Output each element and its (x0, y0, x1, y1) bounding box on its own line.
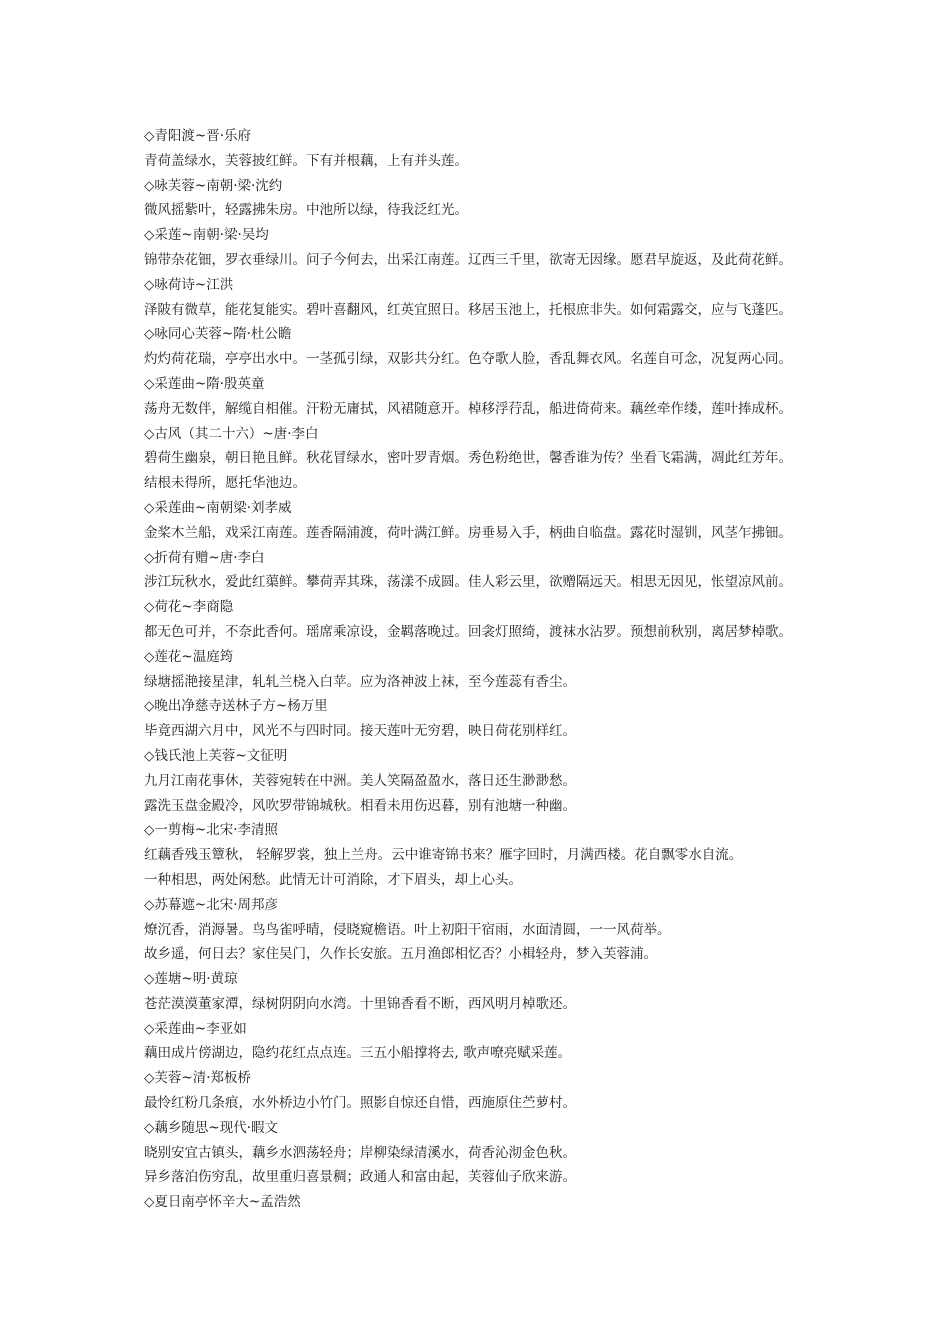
poem-heading: ◇苏幕遮~北宋·周邦彦 (144, 896, 278, 913)
poem-heading: ◇钱氏池上芙蓉~文征明 (144, 747, 288, 764)
poem-heading: ◇莲塘~明·黄琼 (144, 971, 238, 988)
poem-text: 灼灼荷花瑞，亭亭出水中。一茎孤引绿，双影共分红。色夺歌人脸，香乱舞衣风。名莲自可念，况复两心同。 (144, 351, 792, 368)
poem-text: 毕竟西湖六月中，风光不与四时同。接天莲叶无穷碧，映日荷花别样红。 (144, 723, 576, 740)
poem-text: 异乡落泊伤穷乱，故里重归喜景稠；政通人和富由起，芙蓉仙子欣来游。 (144, 1169, 576, 1186)
poem-heading: ◇芙蓉~清·郑板桥 (144, 1070, 251, 1087)
poem-heading: ◇荷花~李商隐 (144, 599, 234, 616)
poem-heading: ◇一剪梅~北宋·李清照 (144, 822, 278, 839)
poem-text: 藕田成片傍湖边，隐约花红点点连。三五小船撑将去, 歌声嘹亮赋采莲。 (144, 1045, 572, 1062)
poem-heading: ◇采莲~南朝·梁·吴均 (144, 227, 269, 244)
poem-heading: ◇藕乡随思~现代·暇文 (144, 1119, 278, 1136)
poem-heading: ◇咏芙蓉~南朝·梁·沈约 (144, 177, 283, 194)
poem-text: 锦带杂花钿，罗衣垂绿川。问子今何去，出采江南莲。辽西三千里，欲寄无因缘。愿君早旋返，及此荷花鲜。 (144, 251, 792, 268)
poem-text: 露洗玉盘金殿冷，风吹罗带锦城秋。相看未用伤迟暮，别有池塘一种幽。 (144, 797, 576, 814)
poem-text: 碧荷生幽泉，朝日艳且鲜。秋花冒绿水，密叶罗青烟。秀色粉绝世，馨香谁为传？坐看飞霜满，凋此红芳年。 (144, 450, 792, 467)
poem-text: 泽陂有微草，能花复能实。碧叶喜翻风，红英宜照日。移居玉池上，托根庶非失。如何霜露交，应与飞蓬匹。 (144, 301, 792, 318)
poem-heading: ◇古风（其二十六）~唐·李白 (144, 425, 319, 442)
poem-text: 最怜红粉几条痕，水外桥边小竹门。照影自惊还自惜，西施原住苎萝村。 (144, 1095, 576, 1112)
poem-text: 涉江玩秋水，爱此红蕖鲜。攀荷弄其珠，荡漾不成圆。佳人彩云里，欲赠隔远天。相思无因见，怅望凉风前。 (144, 574, 792, 591)
poem-collection (144, 124, 824, 1215)
poem-heading: ◇莲花~温庭筠 (144, 648, 234, 665)
poem-text: 微风摇紫叶，轻露拂朱房。中池所以绿，待我泛红光。 (144, 202, 468, 219)
poem-text: 金桨木兰船，戏采江南莲。莲香隔浦渡，荷叶满江鲜。房垂易入手，柄曲自临盘。露花时湿钏，风茎乍拂钿。 (144, 524, 792, 541)
poem-heading: ◇晚出净慈寺送林子方~杨万里 (144, 698, 328, 715)
poem-text: 故乡遥，何日去？家住吴门，久作长安旅。五月渔郎相忆否？小楫轻舟，梦入芙蓉浦。 (144, 946, 657, 963)
poem-heading: ◇采莲曲~隋·殷英童 (144, 375, 265, 392)
poem-heading: ◇咏同心芙蓉~隋·杜公瞻 (144, 326, 292, 343)
poem-text: 结根未得所，愿托华池边。 (144, 475, 306, 492)
poem-text: 都无色可并，不奈此香何。瑶席乘凉设，金羁落晚过。回衾灯照绮，渡袜水沾罗。预想前秋别，离居梦棹歌。 (144, 623, 792, 640)
poem-text: 九月江南花事休，芙蓉宛转在中洲。美人笑隔盈盈水，落日还生渺渺愁。 (144, 772, 576, 789)
poem-text: 绿塘摇滟接星津，轧轧兰桡入白苹。应为洛神波上袜，至今莲蕊有香尘。 (144, 673, 576, 690)
poem-heading: ◇采莲曲~南朝梁·刘孝威 (144, 499, 292, 516)
poem-heading: ◇青阳渡~晋·乐府 (144, 128, 251, 144)
poem-text: 燎沉香，消溽暑。鸟鸟雀呼晴，侵晓窥檐语。叶上初阳干宿雨，水面清圆，一一风荷举。 (144, 921, 671, 938)
poem-text: 一种相思，两处闲愁。此情无计可消除，才下眉头，却上心头。 (144, 871, 522, 888)
poem-text: 晓别安宜古镇头，藕乡水泗荡轻舟；岸柳染绿清溪水，荷香沁沏金色秋。 (144, 1144, 576, 1161)
poem-heading: ◇咏荷诗~江洪 (144, 276, 234, 293)
poem-text: 红藕香残玉簟秋， 轻解罗裳，独上兰舟。云中谁寄锦书来？雁字回时，月满西楼。花自飘零水自流。 (144, 847, 743, 864)
poem-heading: ◇采莲曲~李亚如 (144, 1020, 247, 1037)
poem-text: 荡舟无数伴，解缆自相催。汗粉无庸拭，风裙随意开。棹移浮荇乱，船进倚荷来。藕丝牵作缕，莲叶捧成杯。 (144, 400, 792, 417)
poem-text: 青荷盖绿水，芙蓉披红鲜。下有并根藕，上有并头莲。 (144, 152, 468, 169)
poem-text: 苍茫漠漠董家潭，绿树阴阴向水湾。十里锦香看不断，西风明月棹歌还。 (144, 995, 576, 1012)
poem-heading: ◇夏日南亭怀辛大~孟浩然 (144, 1194, 301, 1211)
poem-heading: ◇折荷有赠~唐·李白 (144, 549, 265, 566)
